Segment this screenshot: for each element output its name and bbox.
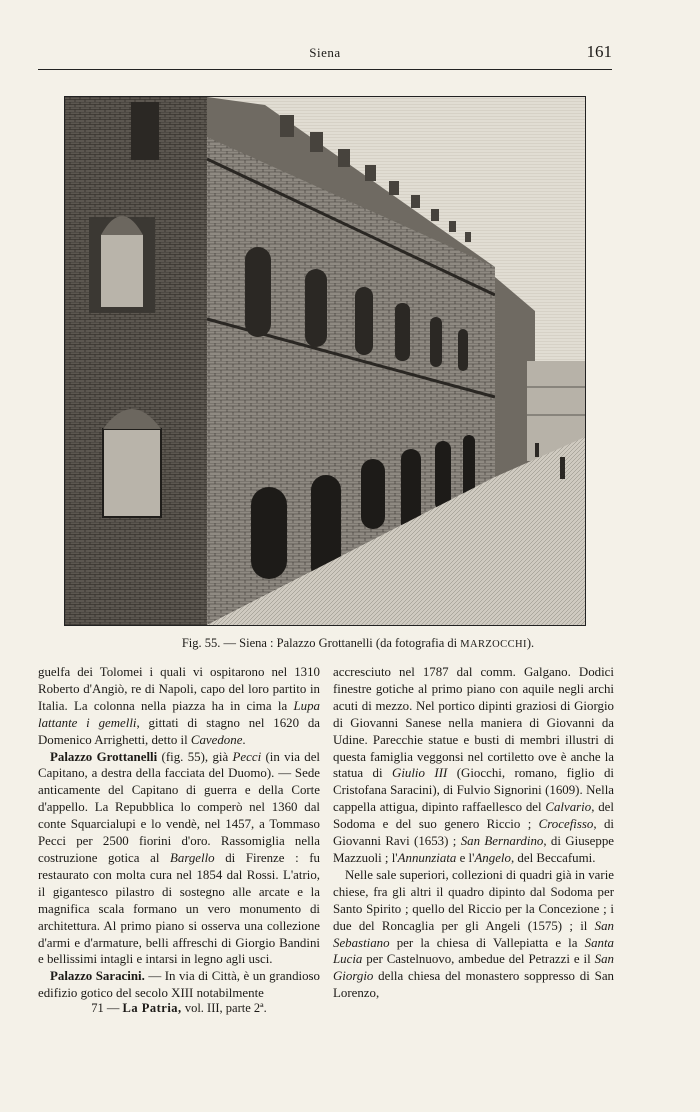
- text-run: della chiesa del monastero soppresso di San Lorenzo,: [333, 969, 614, 1001]
- caption-suffix: ).: [526, 636, 535, 650]
- italic-title: Annunziata: [397, 850, 457, 865]
- text-run: (in via del Capitano, a destra della facciata del Duomo). — Sede anticamente del Capitano di guerra e della Corte d'appello. La Repubblica lo comperò nel 1360 dal conte Squarcialupi e lo vendè, nel 1457, a Tommaso Pecci per 2500 fiorini d'oro. Rassomiglia nella costruzione gotica al: [38, 749, 320, 865]
- signature-number: 71 —: [91, 1001, 123, 1015]
- text-column-right: [333, 664, 614, 1002]
- paragraph: [38, 749, 320, 969]
- caption-credit: MARZOCCHI: [460, 639, 527, 650]
- italic-title: Crocefisso: [538, 817, 594, 832]
- italic-title: Lupa lattante i gemelli: [38, 698, 320, 730]
- signature-title: La Patria,: [122, 1001, 182, 1015]
- italic-title: Pecci: [232, 749, 262, 764]
- text-run: , del Beccafumi.: [510, 850, 596, 865]
- text-run: — In via di Città, è un grandioso edifizio gotico del secolo XIII notabilmente: [38, 969, 320, 1001]
- paragraph: [333, 664, 614, 867]
- italic-title: Giulio III: [392, 766, 448, 781]
- engraving-palazzo-grottanelli: [64, 96, 586, 626]
- text-run: per la chiesa di Vallepiatta e la: [389, 935, 585, 950]
- caption-text: Fig. 55. — Siena : Palazzo Grottanelli (da fotografia di: [181, 636, 461, 650]
- italic-title: Calvario: [545, 800, 592, 815]
- header-rule: [38, 69, 612, 70]
- entry-heading: Palazzo Grottanelli: [50, 749, 158, 764]
- page-number: 161: [586, 42, 612, 61]
- paragraph: [333, 867, 614, 1002]
- text-run: , di Giovanni Ravi (1653) ;: [333, 817, 614, 849]
- italic-title: San Sebastiano: [333, 918, 614, 950]
- entry-heading: Palazzo Saracini.: [50, 969, 145, 984]
- italic-title: Cavedone: [190, 732, 243, 747]
- text-run: (Giocchi, romano, figlio di Cristofana Saracini), di Fulvio Signorini (1609). Nella cappella attigua, dipinto raffaellesco del: [333, 766, 614, 815]
- signature-line: [38, 1001, 320, 1016]
- signature-volume: vol. III, parte 2ª.: [181, 1001, 267, 1015]
- italic-title: San Giorgio: [333, 952, 614, 984]
- running-header: [38, 42, 612, 68]
- italic-title: Santa Lucia: [333, 935, 614, 967]
- text-run: di Firenze : fu restaurato con molta cura nel 1854 dal Rossi. L'atrio, il gigantesco pilastro di sostegno alle arcate e la magnifica scala formano un vero monumento di architettura. Al primo piano si osserva una collezione d'armi e d'armature, belli affreschi di Giorgio Bandini e bellissimi intagli e intarsi in legno agli usci.: [38, 850, 321, 967]
- text-run: (fig. 55), già: [157, 749, 233, 764]
- figure-caption: [38, 636, 678, 651]
- italic-title: San Bernardino: [460, 834, 544, 849]
- paragraph: [38, 664, 320, 749]
- text-run: per Castelnuovo, ambedue del Petrazzi e il: [362, 952, 595, 967]
- italic-title: Angelo: [474, 850, 511, 865]
- text-run: guelfa dei Tolomei i quali vi ospitarono nel 1310 Roberto d'Angiò, re di Napoli, capo del loro partito in Italia. La colonna nella piazza ha in cima la: [38, 665, 320, 713]
- engraving-illustration: [65, 97, 585, 625]
- paragraph: [38, 968, 320, 1002]
- text-run: accresciuto nel 1787 dal comm. Galgano. Dodici finestre gotiche al primo piano con aquile negli archi acuti di mezzo. Nel portico dipinti graziosi di Giorgio di Giovanni Sanese nella maniera di Giovanni da Udine. Parecchie statue e busti di membri illustri di questa famiglia veggonsi nel cortiletto ove è anche la statua di: [333, 665, 614, 781]
- running-title: Siena: [309, 45, 341, 60]
- text-run: , gittati di stagno nel 1620 da Domenico Arrighetti, detto il: [38, 715, 320, 747]
- text-run: , di Giuseppe Mazzuoli ; l': [333, 834, 614, 865]
- text-run: e l': [456, 850, 475, 865]
- text-run: , del Sodoma e del suo genero Riccio ;: [333, 800, 614, 832]
- italic-title: Bargello: [170, 850, 215, 865]
- text-run: Nelle sale superiori, collezioni di quadri già in varie chiese, fra gli altri il quadro dipinto dal Sodoma per Santo Spirito ; quello del Riccio per la Concezione ; i due del Roncaglia per gli Angeli (1575) ; il: [333, 867, 614, 933]
- text-run: .: [242, 732, 246, 747]
- text-column-left: [38, 664, 320, 1002]
